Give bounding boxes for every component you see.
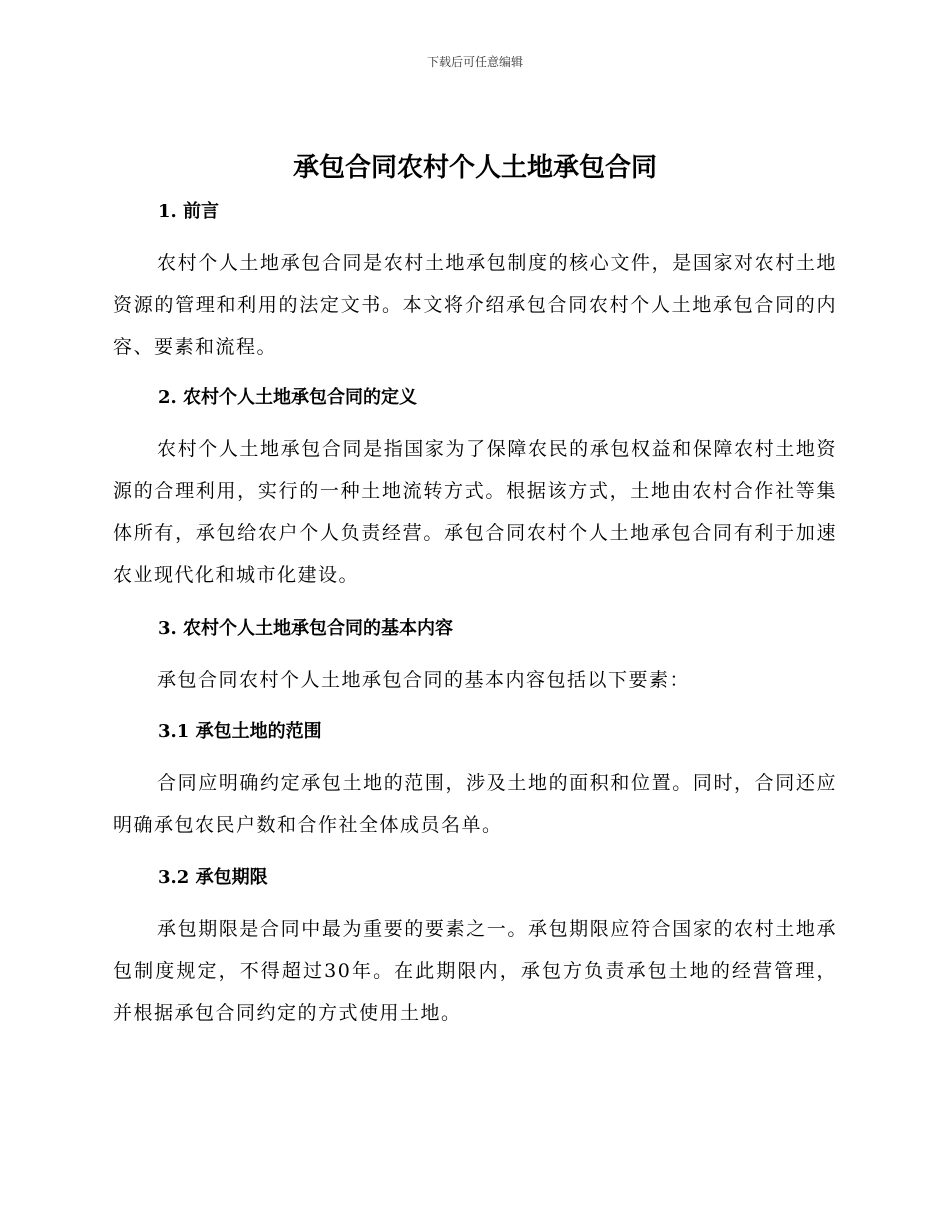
section-heading-3-1: 3.1 承包土地的范围 xyxy=(158,721,322,742)
section-heading-3-2: 3.2 承包期限 xyxy=(158,867,268,888)
section-paragraph-3: 承包合同农村个人土地承包合同的基本内容包括以下要素： xyxy=(157,669,691,691)
section-heading-1: 1. 前言 xyxy=(158,201,220,222)
header-note: 下载后可任意编辑 xyxy=(426,55,523,69)
section-heading-3: 3. 农村个人土地承包合同的基本内容 xyxy=(158,618,454,639)
document-title: 承包合同农村个人土地承包合同 xyxy=(292,153,657,183)
section-paragraph-1: 农村个人土地承包合同是农村土地承包制度的核心文件，是国家对农村土地资源的管理和利用的法定文书。本文将介绍承包合同农村个人土地承包合同的内容、要素和流程。 xyxy=(113,252,837,358)
section-paragraph-2: 农村个人土地承包合同是指国家为了保障农民的承包权益和保障农村土地资源的合理利用，实行的一种土地流转方式。根据该方式，土地由农村合作社等集体所有，承包给农户个人负责经营。承包合同农村个人土地承包合同有利于加速农业现代化和城市化建设。 xyxy=(113,438,837,586)
section-paragraph-3-1: 合同应明确约定承包土地的范围，涉及土地的面积和位置。同时，合同还应明确承包农民户数和合作社全体成员名单。 xyxy=(113,772,837,836)
section-paragraph-3-2: 承包期限是合同中最为重要的要素之一。承包期限应符合国家的农村土地承包制度规定，不得超过30年。在此期限内，承包方负责承包土地的经营管理，并根据承包合同约定的方式使用土地。 xyxy=(113,918,837,1024)
section-heading-2: 2. 农村个人土地承包合同的定义 xyxy=(158,387,418,408)
